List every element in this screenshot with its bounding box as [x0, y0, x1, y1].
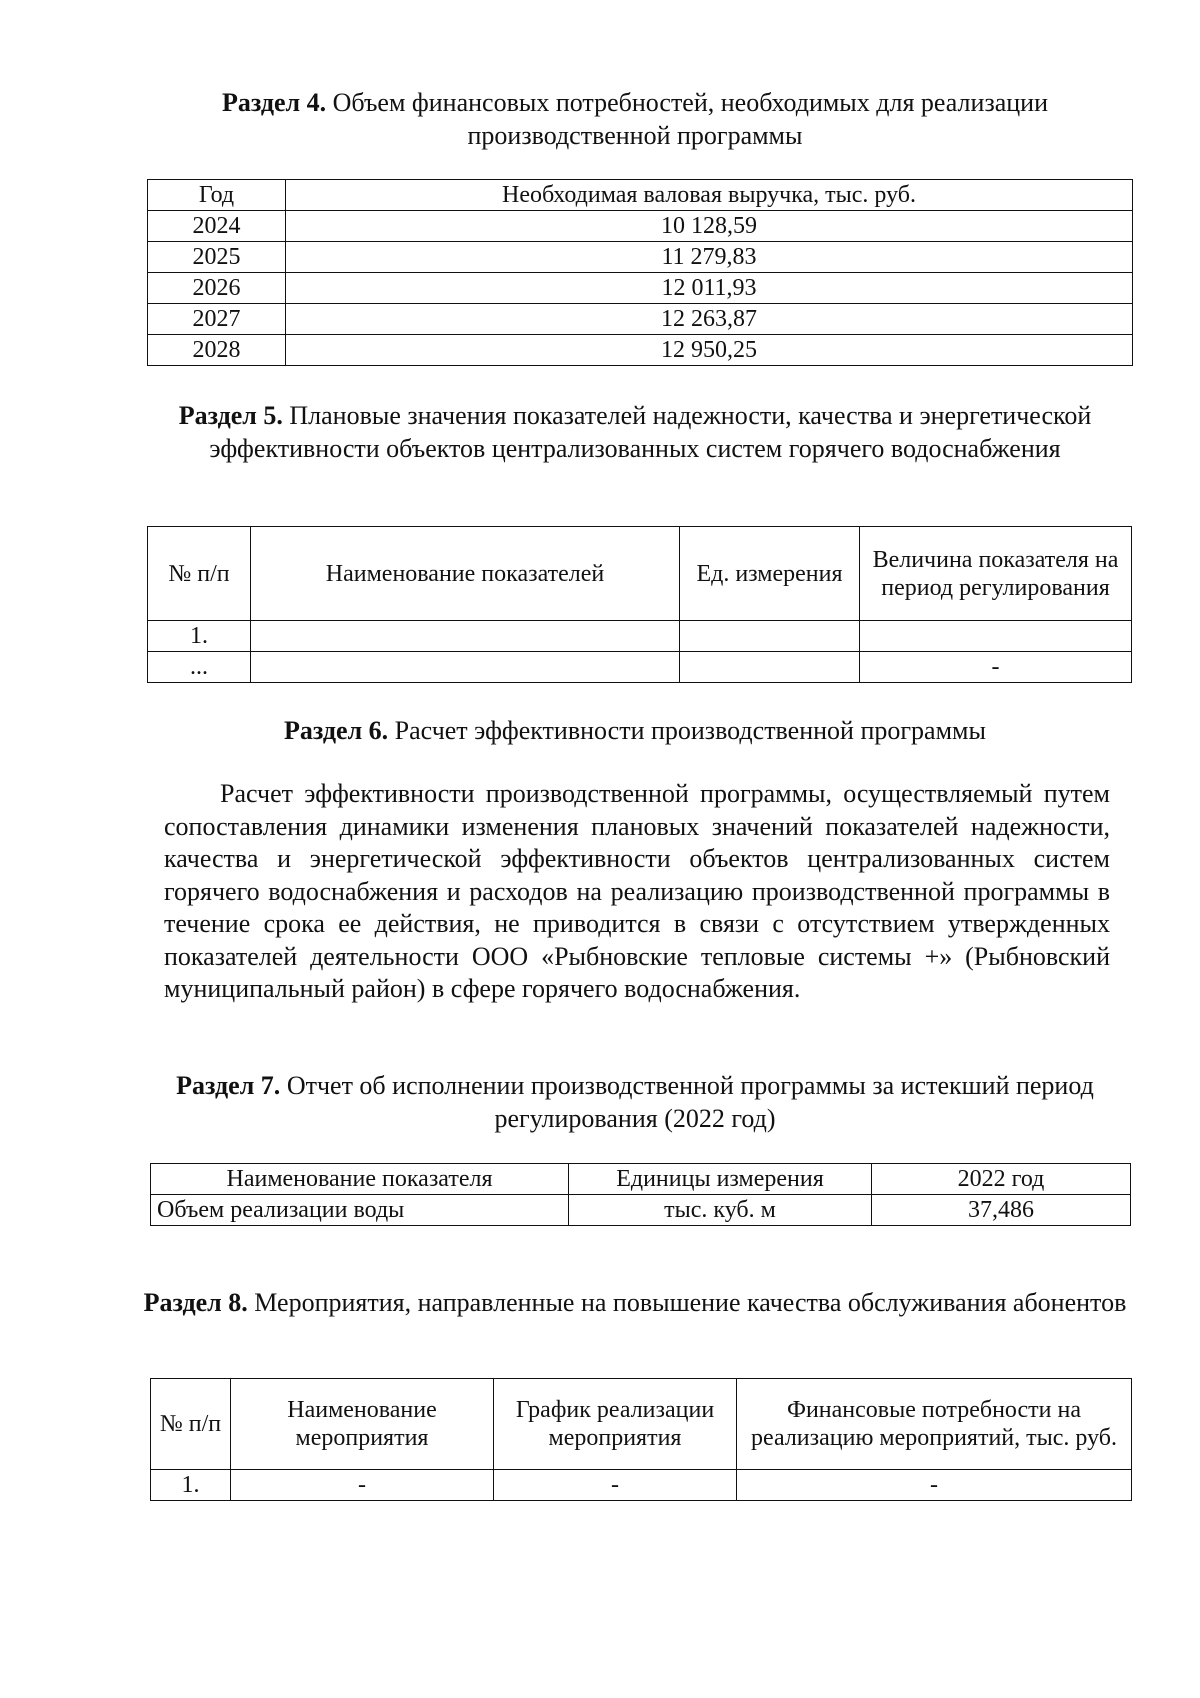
cell-unit: тыс. куб. м — [569, 1195, 872, 1226]
cell-year: 2027 — [148, 304, 286, 335]
cell-indicator-name — [251, 652, 680, 683]
header-financial-needs: Финансовые потребности на реализацию мероприятий, тыс. руб. — [737, 1379, 1132, 1470]
cell-number: 1. — [148, 621, 251, 652]
section4-table — [147, 179, 1133, 366]
section6-title: Расчет эффективности производственной программы — [394, 716, 986, 745]
cell-unit — [680, 652, 860, 683]
section5-title: Плановые значения показателей надежности, качества и энергетической эффективности объектов централизованных систем горячего водоснабжения — [209, 401, 1092, 463]
section7-heading — [140, 1069, 1130, 1135]
header-indicator-name: Наименование показателей — [251, 527, 680, 621]
section6-paragraph-block — [164, 778, 1110, 1006]
cell-number: 1. — [151, 1470, 231, 1501]
cell-indicator-value — [860, 621, 1132, 652]
section4-title-bold: Раздел 4. — [221, 88, 327, 117]
table-row — [151, 1195, 1131, 1226]
header-indicator-value: Величина показателя на период регулирования — [860, 527, 1132, 621]
cell-measure-name: - — [231, 1470, 494, 1501]
cell-revenue: 12 950,25 — [286, 335, 1133, 366]
section4-heading — [140, 86, 1130, 152]
cell-financial-needs: - — [737, 1470, 1132, 1501]
header-year-2022: 2022 год — [872, 1164, 1131, 1195]
cell-revenue: 12 011,93 — [286, 273, 1133, 304]
cell-year: 2028 — [148, 335, 286, 366]
header-number: № п/п — [148, 527, 251, 621]
section8-title-bold: Раздел 8. — [143, 1288, 248, 1317]
section5-heading — [140, 399, 1130, 465]
table-row — [148, 621, 1132, 652]
header-indicator-name: Наименование показателя — [151, 1164, 569, 1195]
section5-title-bold: Раздел 5. — [178, 401, 283, 430]
header-number: № п/п — [151, 1379, 231, 1470]
table-header-row — [148, 180, 1133, 211]
section8-title: Мероприятия, направленные на повышение качества обслуживания абонентов — [254, 1288, 1127, 1317]
cell-schedule: - — [494, 1470, 737, 1501]
header-unit: Единицы измерения — [569, 1164, 872, 1195]
cell-value: 37,486 — [872, 1195, 1131, 1226]
section8-table — [150, 1378, 1132, 1501]
cell-unit — [680, 621, 860, 652]
section7-title: Отчет об исполнении производственной программы за истекший период регулирования (2022 год) — [286, 1071, 1094, 1133]
section7-title-bold: Раздел 7. — [176, 1071, 281, 1100]
cell-year: 2024 — [148, 211, 286, 242]
table-header-row — [151, 1379, 1132, 1470]
cell-number: ... — [148, 652, 251, 683]
cell-revenue: 10 128,59 — [286, 211, 1133, 242]
table-row — [148, 335, 1133, 366]
table-row — [148, 304, 1133, 335]
header-unit: Ед. измерения — [680, 527, 860, 621]
table-row — [151, 1470, 1132, 1501]
section7-table — [150, 1163, 1131, 1226]
header-schedule: График реализации мероприятия — [494, 1379, 737, 1470]
section6-title-bold: Раздел 6. — [284, 716, 389, 745]
section6-heading — [140, 714, 1130, 747]
cell-year: 2025 — [148, 242, 286, 273]
header-measure-name: Наименование мероприятия — [231, 1379, 494, 1470]
section6-paragraph: Расчет эффективности производственной программы, осуществляемый путем сопоставления динамики изменения плановых значений показателей надежности, качества и энергетической эффективности объектов централизованных систем горячего водоснабжения и расходов на реализацию производственной программы в течение срока ее действия, не приводится в связи с отсутствием утвержденных показателей деятельности ООО «Рыбновские тепловые системы +» (Рыбновский муниципальный район) в сфере горячего водоснабжения. — [164, 779, 1110, 1003]
header-year: Год — [148, 180, 286, 211]
cell-indicator-name — [251, 621, 680, 652]
section8-heading — [140, 1286, 1130, 1319]
table-row — [148, 211, 1133, 242]
table-header-row — [148, 527, 1132, 621]
header-revenue: Необходимая валовая выручка, тыс. руб. — [286, 180, 1133, 211]
table-row — [148, 652, 1132, 683]
table-row — [148, 242, 1133, 273]
cell-indicator-name: Объем реализации воды — [151, 1195, 569, 1226]
section4-title: Объем финансовых потребностей, необходимых для реализации производственной программы — [332, 88, 1049, 150]
section5-table — [147, 526, 1132, 683]
table-row — [148, 273, 1133, 304]
cell-indicator-value: - — [860, 652, 1132, 683]
cell-year: 2026 — [148, 273, 286, 304]
cell-revenue: 11 279,83 — [286, 242, 1133, 273]
table-header-row — [151, 1164, 1131, 1195]
cell-revenue: 12 263,87 — [286, 304, 1133, 335]
